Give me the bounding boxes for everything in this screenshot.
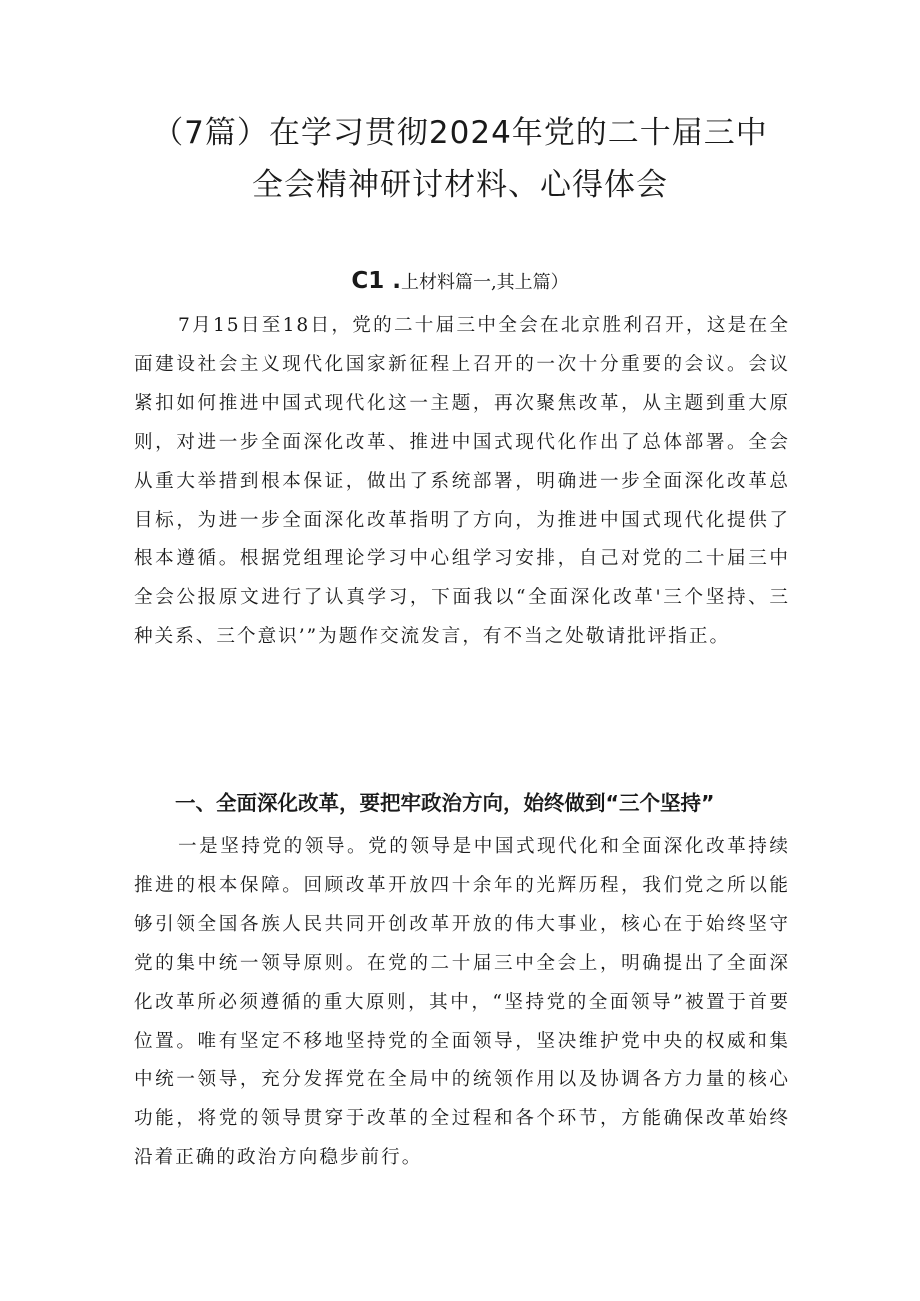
section-subtitle [200,263,720,301]
document-title-line-1: （7篇）在学习贯彻2024年党的二十届三中 [152,115,768,151]
subtitle-text: 上材料篇一,其上篇） [400,272,569,293]
document-title-line-2: 全会精神研讨材料、心得体会 [252,167,668,203]
subtitle-prefix: C1 . [351,268,401,294]
section-heading: 一、全面深化改革，要把牢政治方向，始终做到“三个坚持” [175,791,715,815]
intro-paragraph: 7月15日至18日，党的二十届三中全会在北京胜利召开，这是在全面建设社会主义现代化国家新征程上召开的一次十分重要的会议。会议紧扣如何推进中国式现代化这一主题，再次聚焦改革，从主题到重大原则，对进一步全面深化改革、推进中国式现代化作出了总体部署。全会从重大举措到根本保证，做出了系统部署，明确进一步全面深化改革总目标，为进一步全面深化改革指明了方向，为推进中国式现代化提供了根本遵循。根据党组理论学习中心组学习安排，自己对党的二十届三中全会公报原文进行了认真学习，下面我以“全面深化改革'三个坚持、三种关系、三个意识’”为题作交流发言，有不当之处敬请批评指正。 [134,315,790,648]
body-paragraph: 一是坚持党的领导。党的领导是中国式现代化和全面深化改革持续推进的根本保障。回顾改革开放四十余年的光辉历程，我们党之所以能够引领全国各族人民共同开创改革开放的伟大事业，核心在于始终坚守党的集中统一领导原则。在党的二十届三中全会上，明确提出了全面深化改革所必须遵循的重大原则，其中，“坚持党的全面领导”被置于首要位置。唯有坚定不移地坚持党的全面领导，坚决维护党中央的权威和集中统一领导，充分发挥党在全局中的统领作用以及协调各方力量的核心功能，将党的领导贯穿于改革的全过程和各个环节，方能确保改革始终沿着正确的政治方向稳步前行。 [134,836,790,1169]
